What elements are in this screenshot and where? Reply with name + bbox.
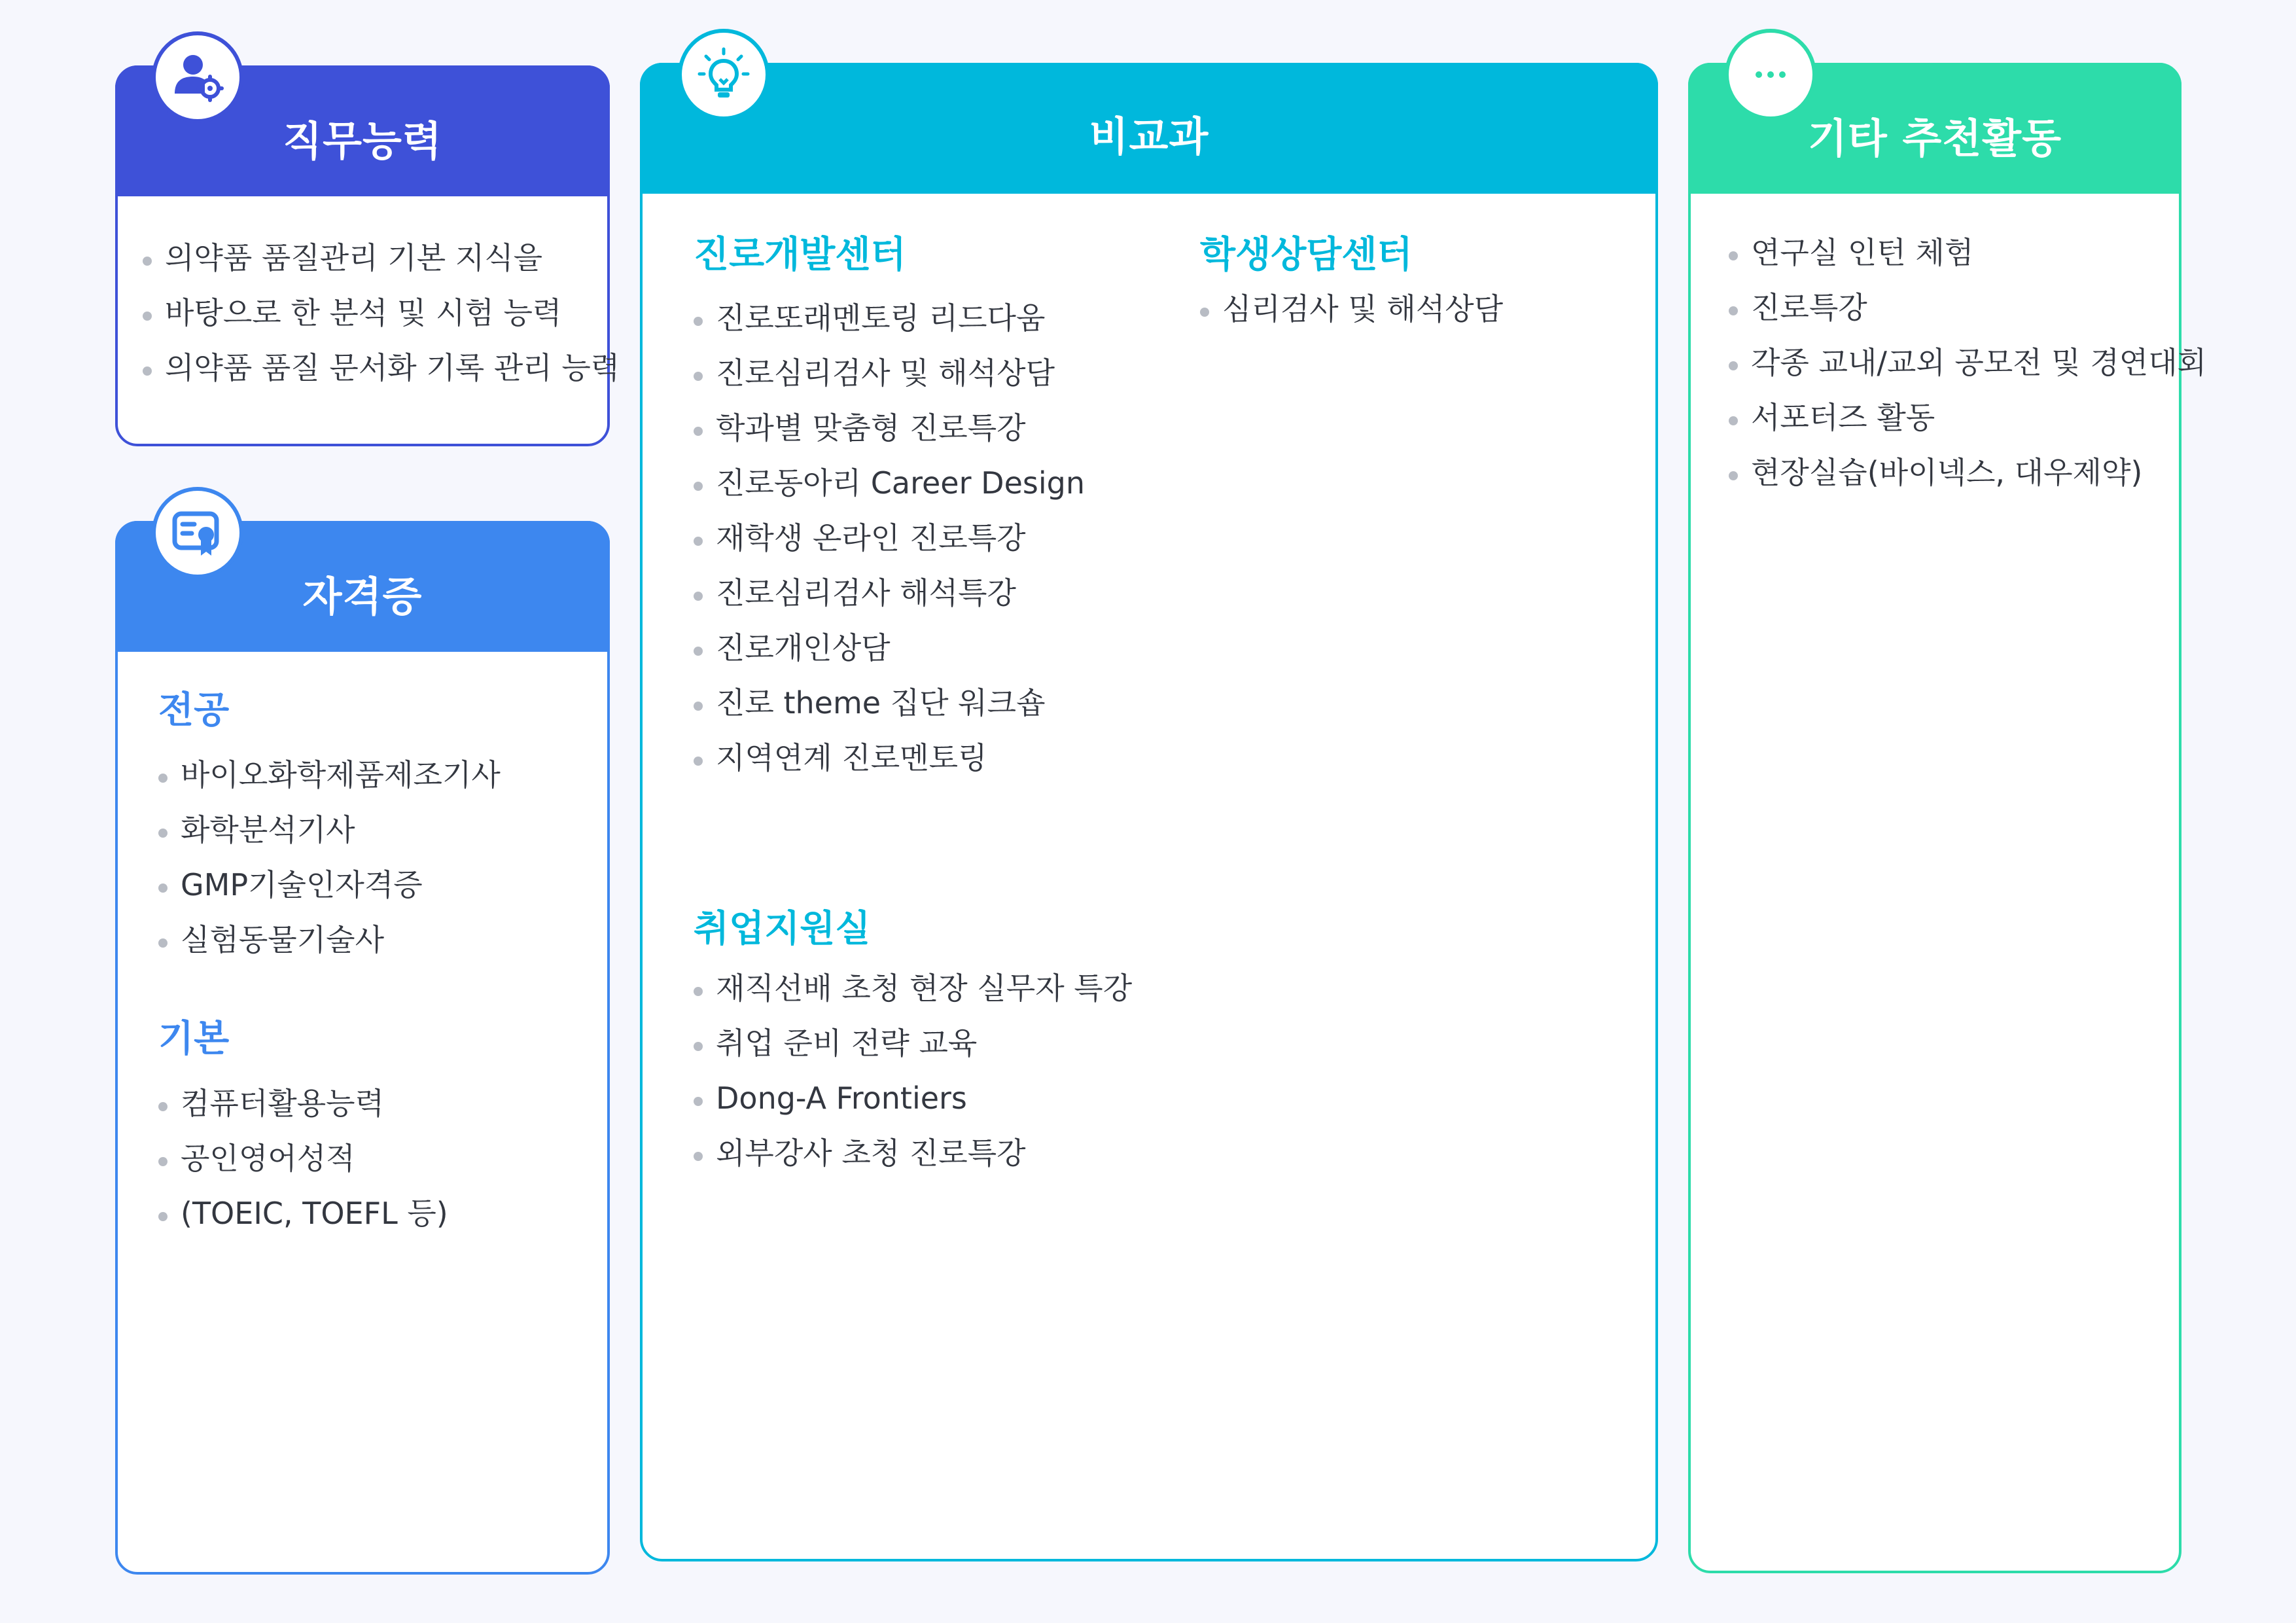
list-item: 의약품 품질 문서화 기록 관리 능력 (143, 340, 620, 395)
job-support-list (694, 961, 1132, 1181)
job-skills-list (143, 230, 620, 395)
list-item: 지역연계 진로멘토링 (694, 730, 1085, 785)
extracurricular-header (640, 63, 1658, 194)
list-item: 서포터즈 활동 (1729, 390, 2206, 445)
list-item: 외부강사 초청 진로특강 (694, 1126, 1132, 1181)
job-support-title: 취업지원실 (694, 908, 871, 950)
certificate-badge (152, 487, 243, 579)
other-activities-card (1688, 63, 2207, 1573)
certificate-title: 자격증 (302, 572, 423, 620)
career-center-section (694, 229, 1085, 785)
list-item: 연구실 인턴 체험 (1729, 225, 2206, 280)
list-item: 실험동물기술사 (158, 912, 501, 967)
lightbulb-icon (694, 45, 753, 104)
list-item: 진로심리검사 및 해석상담 (694, 346, 1085, 401)
list-item-continuation: (TOEIC, TOEFL 등) (158, 1186, 448, 1241)
list-item: GMP기술인자격증 (158, 857, 501, 912)
counsel-center-section (1200, 229, 1503, 336)
list-item: 화학분석기사 (158, 802, 501, 857)
major-title: 전공 (158, 689, 230, 732)
list-item: 바이오화학제품제조기사 (158, 747, 501, 802)
other-activities-badge (1725, 29, 1816, 120)
list-item: 심리검사 및 해석상담 (1200, 281, 1503, 336)
list-item: 각종 교내/교외 공모전 및 경연대회 (1729, 335, 2206, 390)
job-support-section (694, 903, 1132, 1181)
list-item: 진로 theme 집단 워크숍 (694, 675, 1085, 730)
basic-title: 기본 (158, 1018, 230, 1060)
job-skills-title: 직무능력 (283, 116, 442, 165)
list-item-continuation: 바탕으로 한 분석 및 시험 능력 (143, 285, 620, 340)
basic-list (158, 1076, 448, 1241)
list-item: 진로동아리 Career Design (694, 455, 1085, 510)
career-center-list (694, 291, 1085, 785)
more-dots-icon (1741, 45, 1800, 104)
list-item: 진로개인상담 (694, 620, 1085, 675)
list-item: 현장실습(바이넥스, 대우제약) (1729, 445, 2206, 500)
list-item: 취업 준비 전략 교육 (694, 1016, 1132, 1071)
extracurricular-card (640, 63, 1658, 1561)
list-item: 컴퓨터활용능력 (158, 1076, 448, 1131)
major-section (158, 685, 501, 967)
extracurricular-badge (678, 29, 769, 120)
list-item: 재학생 온라인 진로특강 (694, 510, 1085, 565)
counsel-center-title: 학생상담센터 (1200, 234, 1413, 276)
job-skills-card (115, 65, 620, 446)
list-item: 의약품 품질관리 기본 지식을 (143, 230, 620, 285)
user-gear-icon (168, 48, 227, 107)
other-activities-list (1729, 225, 2206, 500)
list-item: 진로또래멘토링 리드다움 (694, 291, 1085, 346)
other-activities-title: 기타 추천활동 (1808, 114, 2062, 162)
list-item: Dong-A Frontiers (694, 1071, 1132, 1126)
basic-section (158, 1013, 448, 1241)
job-skills-badge (152, 31, 243, 123)
certificate-card (115, 521, 610, 1575)
certificate-icon (168, 503, 227, 562)
extracurricular-title: 비교과 (1089, 112, 1209, 160)
counsel-center-list (1200, 281, 1503, 336)
list-item: 재직선배 초청 현장 실무자 특강 (694, 961, 1132, 1016)
career-center-title: 진로개발센터 (694, 234, 906, 276)
list-item: 학과별 맞춤형 진로특강 (694, 401, 1085, 455)
list-item: 공인영어성적 (158, 1131, 448, 1186)
list-item: 진로심리검사 해석특강 (694, 565, 1085, 620)
list-item: 진로특강 (1729, 280, 2206, 335)
major-list (158, 747, 501, 967)
